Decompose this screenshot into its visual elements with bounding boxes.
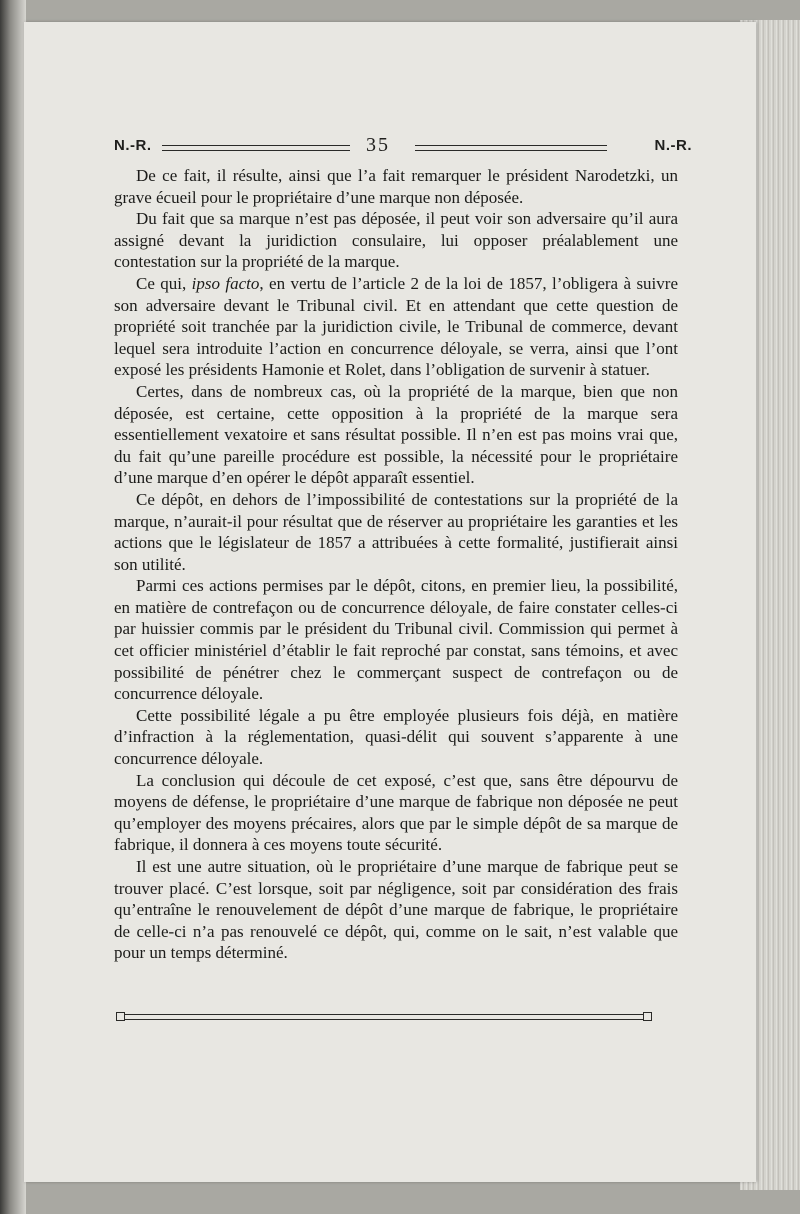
body-text xyxy=(114,165,678,964)
page-number: 35 xyxy=(366,134,390,156)
paragraph: Il est une autre situation, où le propriétaire d’une marque de fabrique peut se trouver placé. C’est lorsque, soit par négligence, soit par considération des frais qu’entraîne le renouvelement de dépôt d’une marque de fabrique, le propriétaire de celle-ci n’a pas renouvelé ce dépôt, qui, comme on le sait, n’est valable que pour un temps déterminé. xyxy=(114,857,678,963)
paragraph: Ce dépôt, en dehors de l’impossibilité de contestations sur la propriété de la marque, n’aurait-il pour résultat que de réserver au propriétaire les garanties et les actions que le législateur de 1857 a attribuées à cette formalité, justifierait ainsi son utilité. xyxy=(114,489,678,574)
paragraph: Certes, dans de nombreux cas, où la propriété de la marque, bien que non déposée, est certaine, cette opposition à la propriété de la marque sera essentiellement vexatoire et sans résultat possible. Il n’en est pas moins vrai que, du fait qu’une pareille procédure est possible, la nécessité pour le propriétaire d’une marque d’en opérer le dépôt apparaît essentiel. xyxy=(114,381,678,488)
book-page xyxy=(24,22,756,1182)
paragraph: Du fait que sa marque n’est pas déposée, il peut voir son adversaire qu’il aura assigné devant la juridiction consulaire, lui opposer préalablement une contestation sur la propriété de la marque. xyxy=(114,209,678,272)
footer-ornament-rule xyxy=(116,1012,652,1022)
paragraph: Cette possibilité légale a pu être employée plusieurs fois déjà, en matière d’infraction à la réglementation, quasi-délit qui souvent s’apparente à une concurrence déloyale. xyxy=(114,705,678,769)
footer-rule-right-cap xyxy=(643,1012,652,1021)
paragraph: Parmi ces actions permises par le dépôt, citons, en premier lieu, la possibilité, en matière de contrefaçon ou de concurrence déloyale, de faire constater celles-ci par huissier commis par le président du Tribunal civil. Commission qui permet à cet officier ministériel d’établir le fait reproché par constat, sans témoins, et avec possibilité de pénétrer chez le commerçant suspect de contrefaçon ou de concurrence déloyale. xyxy=(114,576,678,704)
italic-phrase: ipso facto xyxy=(191,273,260,293)
header-rule-left xyxy=(162,145,350,151)
book-gutter xyxy=(0,0,26,1214)
paragraph: De ce fait, il résulte, ainsi que l’a fait remarquer le président Narodetzki, un grave écueil pour le propriétaire d’une marque non déposée. xyxy=(114,166,678,207)
header-rule-right xyxy=(415,145,607,151)
header-left-mark: N.-R. xyxy=(114,137,152,154)
paragraph: Ce qui, ipso facto, en vertu de l’article 2 de la loi de 1857, l’obligera à suivre son adversaire devant le Tribunal civil. Et en attendant que cette question de propriété soit tranchée par la juridiction civile, le Tribunal de commerce, devant lequel sera introduite l’action en concurrence déloyale, se verra, ainsi que l’ont exposé les présidents Hamonie et Rolet, dans l’obligation de survenir à statuer. xyxy=(114,273,678,380)
page-content xyxy=(114,132,692,964)
paragraph: La conclusion qui découle de cet exposé, c’est que, sans être dépourvu de moyens de défense, le propriétaire d’une marque de fabrique non déposée ne peut qu’employer des moyens précaires, alors que par le simple dépôt de sa marque de fabrique, il donnera à ces moyens toute sécurité. xyxy=(114,770,678,855)
running-header xyxy=(114,132,692,162)
header-right-mark: N.-R. xyxy=(654,137,692,154)
footer-rule-bar xyxy=(124,1014,644,1020)
